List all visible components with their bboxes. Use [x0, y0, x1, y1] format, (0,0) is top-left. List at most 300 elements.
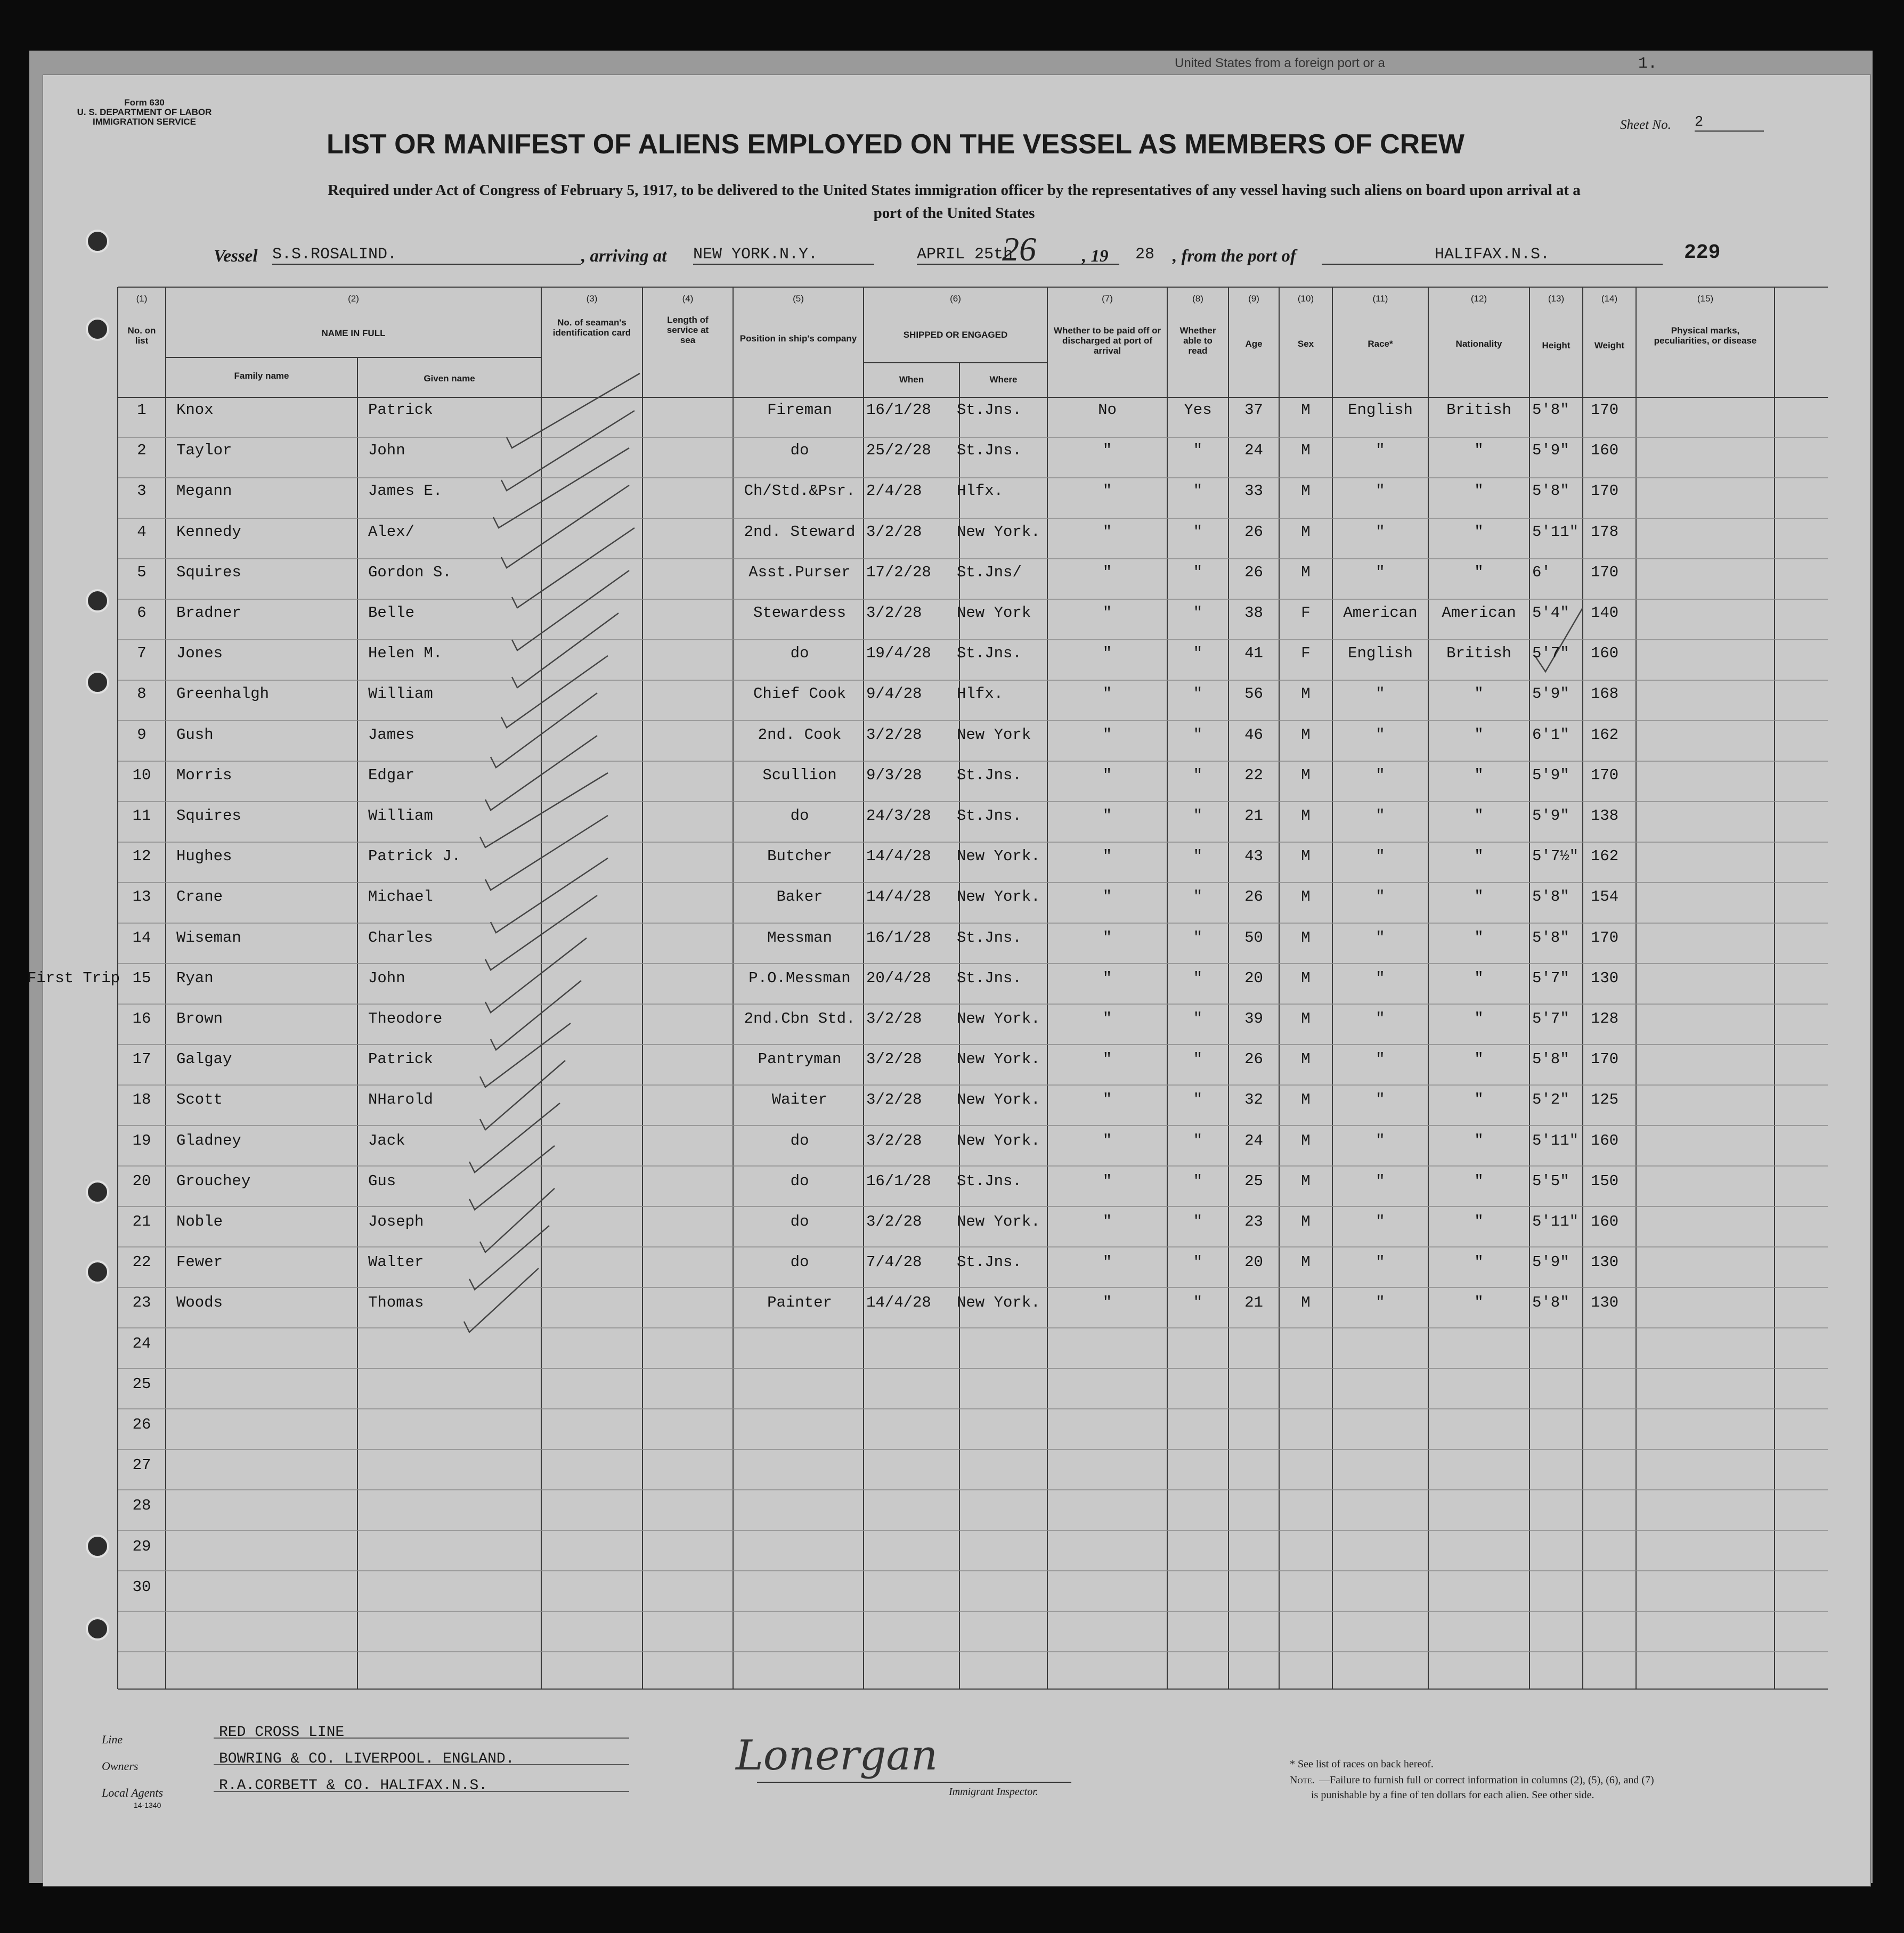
cell-nat: British [1446, 645, 1511, 663]
cell-when: 14/4/28 [866, 1294, 931, 1312]
cell-race: " [1376, 685, 1385, 703]
cell-paid: No [1098, 401, 1117, 419]
cell-where: New York. [957, 1131, 1040, 1149]
cell-weight: 130 [1591, 1294, 1619, 1312]
cell-read: " [1193, 1010, 1203, 1027]
cell-when: 25/2/28 [866, 442, 931, 460]
cell-weight: 160 [1591, 442, 1619, 460]
col-header-name: NAME IN FULL [321, 328, 386, 338]
cell-weight: 178 [1591, 523, 1619, 541]
cell-given: Gus [368, 1172, 396, 1190]
cell-where: St.Jns/ [957, 563, 1022, 581]
col-header-weight: Weight [1594, 340, 1625, 350]
col-header-where: Where [989, 374, 1018, 385]
cell-given: NHarold [368, 1091, 433, 1109]
cell-family: Megann [176, 482, 232, 500]
cell-given: John [368, 442, 405, 460]
cell-family: Scott [176, 1091, 223, 1109]
cell-age: 26 [1244, 523, 1263, 541]
cell-family: Squires [176, 807, 241, 825]
cell-sex: M [1301, 563, 1311, 581]
cell-family: Brown [176, 1010, 223, 1027]
cell-sex: M [1301, 766, 1311, 784]
cell-given: Patrick J. [368, 847, 461, 866]
cell-race: " [1376, 1050, 1385, 1069]
cell-given: Charles [368, 928, 433, 947]
col-header-nationality: Nationality [1455, 339, 1502, 349]
cell-when: 9/4/28 [866, 685, 922, 703]
cell-nat: " [1474, 969, 1484, 987]
cell-nat: " [1474, 725, 1484, 744]
cell-given: Belle [368, 604, 415, 622]
back-sheet-number: 1. [1638, 55, 1658, 73]
cell-when: 17/2/28 [866, 563, 931, 581]
cell-family: Noble [176, 1213, 223, 1230]
cell-race: " [1376, 888, 1385, 906]
cell-height: 5'11" [1532, 1213, 1579, 1230]
cell-race: " [1376, 1253, 1385, 1271]
cell-race: " [1376, 847, 1385, 866]
cell-height: 5'9" [1532, 442, 1569, 460]
cell-nat: " [1474, 1294, 1484, 1312]
cell-where: St.Jns. [957, 766, 1022, 784]
cell-read: " [1193, 1131, 1203, 1149]
cell-weight: 160 [1591, 1213, 1619, 1230]
cell-given: Patrick [368, 401, 433, 419]
cell-paid: " [1102, 1253, 1112, 1271]
cell-height: 6' [1532, 563, 1551, 581]
cell-sex: M [1301, 847, 1311, 866]
cell-when: 2/4/28 [866, 482, 922, 500]
cell-nat: British [1446, 401, 1511, 419]
cell-read: " [1193, 1213, 1203, 1230]
cell-read: " [1193, 523, 1203, 541]
cell-given: William [368, 685, 433, 703]
cell-when: 9/3/28 [866, 766, 922, 784]
cell-sex: M [1301, 888, 1311, 906]
cell-when: 3/2/28 [866, 523, 922, 541]
cell-nat: " [1474, 1253, 1484, 1271]
cell-height: 5'9" [1532, 685, 1569, 703]
cell-when: 3/2/28 [866, 725, 922, 744]
cell-race: " [1376, 1294, 1385, 1312]
cell-read: " [1193, 685, 1203, 703]
cell-height: 5'7½" [1532, 847, 1579, 866]
cell-read: " [1193, 563, 1203, 581]
row-number: 2 [137, 442, 147, 460]
arrival-date-handwritten: 26 [1002, 230, 1036, 268]
cell-height: 5'7" [1532, 1010, 1569, 1027]
cell-given: Alex/ [368, 523, 415, 541]
cell-when: 20/4/28 [866, 969, 931, 987]
row-number: 15 [132, 969, 151, 987]
col-header-family: Family name [234, 371, 289, 381]
sheet-number: 2 [1695, 115, 1764, 132]
cell-position: Ch/Std.&Psr. [744, 482, 856, 500]
cell-race: " [1376, 1172, 1385, 1190]
cell-given: William [368, 807, 433, 825]
cell-when: 16/1/28 [866, 1172, 931, 1190]
cell-weight: 160 [1591, 645, 1619, 663]
cell-read: Yes [1184, 401, 1212, 419]
cell-sex: M [1301, 1172, 1311, 1190]
cell-height: 5'9" [1532, 1253, 1569, 1271]
cell-race: " [1376, 1213, 1385, 1230]
cell-when: 3/2/28 [866, 1131, 922, 1149]
cell-position: Stewardess [753, 604, 847, 622]
cell-family: Taylor [176, 442, 232, 460]
col-num-7: (7) [1102, 293, 1113, 304]
col-header-id-card: No. of seaman's identification card [552, 317, 631, 338]
cell-height: 6'1" [1532, 725, 1569, 744]
cell-when: 3/2/28 [866, 1213, 922, 1230]
cell-age: 26 [1244, 888, 1263, 906]
arriving-label: , arriving at [581, 247, 667, 266]
cell-age: 22 [1244, 766, 1263, 784]
cell-position: Chief Cook [753, 685, 847, 703]
cell-age: 21 [1244, 1294, 1263, 1312]
cell-given: James E. [368, 482, 443, 500]
col-header-age: Age [1245, 339, 1263, 349]
race-note: * See list of races on back hereof. [1290, 1758, 1434, 1770]
cell-read: " [1193, 482, 1203, 500]
cell-age: 43 [1244, 847, 1263, 866]
cell-where: New York. [957, 1213, 1040, 1230]
col-num-15: (15) [1697, 293, 1714, 304]
cell-nat: " [1474, 928, 1484, 947]
cell-family: Morris [176, 766, 232, 784]
cell-sex: M [1301, 685, 1311, 703]
cell-sex: M [1301, 1091, 1311, 1109]
cell-weight: 138 [1591, 807, 1619, 825]
cell-age: 23 [1244, 1213, 1263, 1230]
row-number: 22 [132, 1253, 151, 1271]
col-header-paid-off: Whether to be paid off or discharged at port of arrival [1053, 325, 1161, 356]
cell-where: New York. [957, 847, 1040, 866]
row-number: 24 [132, 1334, 151, 1352]
col-header-physical: Physical marks, peculiarities, or disease [1654, 325, 1757, 346]
cell-family: Hughes [176, 847, 232, 866]
cell-sex: M [1301, 969, 1311, 987]
row-number: 5 [137, 563, 147, 581]
row-number: 27 [132, 1456, 151, 1474]
cell-family: Squires [176, 563, 241, 581]
cell-paid: " [1102, 563, 1112, 581]
cell-position: do [790, 1253, 809, 1271]
cell-age: 24 [1244, 442, 1263, 460]
cell-given: Thomas [368, 1294, 424, 1312]
row-number: 11 [132, 807, 151, 825]
cell-race: English [1348, 645, 1413, 663]
cell-read: " [1193, 847, 1203, 866]
cell-nat: " [1474, 807, 1484, 825]
cell-sex: M [1301, 1253, 1311, 1271]
cell-position: Painter [767, 1294, 832, 1312]
cell-given: Helen M. [368, 645, 443, 663]
cell-when: 14/4/28 [866, 847, 931, 866]
cell-nat: " [1474, 1050, 1484, 1069]
cell-where: New York. [957, 523, 1040, 541]
cell-paid: " [1102, 928, 1112, 947]
form-department: U. S. DEPARTMENT OF LABOR [77, 107, 212, 117]
cell-position: 2nd. Steward [744, 523, 856, 541]
cell-height: 5'5" [1532, 1172, 1569, 1190]
cell-family: Greenhalgh [176, 685, 270, 703]
cell-sex: M [1301, 482, 1311, 500]
col-num-14: (14) [1601, 293, 1618, 304]
cell-weight: 160 [1591, 1131, 1619, 1149]
cell-race: " [1376, 969, 1385, 987]
cell-height: 5'11" [1532, 523, 1579, 541]
cell-race: " [1376, 1091, 1385, 1109]
cell-height: 5'7" [1532, 969, 1569, 987]
cell-read: " [1193, 725, 1203, 744]
cell-height: 5'9" [1532, 766, 1569, 784]
col-num-2: (2) [348, 293, 359, 304]
cell-paid: " [1102, 807, 1112, 825]
row-number: 29 [132, 1537, 151, 1555]
row-annotation: First Trip [27, 969, 120, 987]
cell-age: 50 [1244, 928, 1263, 947]
manifest-sheet [27, 75, 1871, 1887]
cell-read: " [1193, 604, 1203, 622]
cell-race: English [1348, 401, 1413, 419]
col-header-read: Whether able to read [1179, 325, 1216, 356]
from-port-label: , from the port of [1173, 247, 1296, 266]
cell-read: " [1193, 1294, 1203, 1312]
footer-line-label: Line [102, 1733, 123, 1746]
cell-height: 5'8" [1532, 401, 1569, 419]
cell-read: " [1193, 766, 1203, 784]
cell-position: do [790, 645, 809, 663]
footer-form-code: 14-1340 [134, 1801, 161, 1809]
cell-where: Hlfx. [957, 685, 1004, 703]
col-num-6: (6) [950, 293, 961, 304]
cell-age: 38 [1244, 604, 1263, 622]
row-number: 8 [137, 685, 147, 703]
col-num-1: (1) [136, 293, 148, 304]
cell-where: New York. [957, 1294, 1040, 1312]
col-header-position: Position in ship's company [739, 333, 857, 344]
cell-paid: " [1102, 888, 1112, 906]
col-header-when: When [899, 374, 924, 385]
footer-note-line2: is punishable by a fine of ten dollars for each alien. See other side. [1311, 1789, 1594, 1801]
cell-sex: M [1301, 1050, 1311, 1069]
cell-weight: 130 [1591, 1253, 1619, 1271]
cell-race: " [1376, 766, 1385, 784]
arrival-date: APRIL 25th [917, 246, 1119, 265]
cell-family: Crane [176, 888, 223, 906]
cell-nat: American [1442, 604, 1516, 622]
cell-sex: F [1301, 645, 1311, 663]
vessel-name: S.S.ROSALIND. [272, 246, 581, 265]
cell-paid: " [1102, 1294, 1112, 1312]
cell-family: Bradner [176, 604, 241, 622]
cell-read: " [1193, 807, 1203, 825]
cell-weight: 168 [1591, 685, 1619, 703]
col-header-given: Given name [424, 373, 475, 384]
cell-nat: " [1474, 847, 1484, 866]
cell-family: Knox [176, 401, 214, 419]
cell-race: " [1376, 442, 1385, 460]
cell-when: 19/4/28 [866, 645, 931, 663]
col-num-13: (13) [1548, 293, 1565, 304]
cell-sex: M [1301, 1131, 1311, 1149]
col-header-height: Height [1542, 340, 1571, 350]
cell-weight: 170 [1591, 401, 1619, 419]
col-num-8: (8) [1192, 293, 1203, 304]
row-number: 13 [132, 888, 151, 906]
cell-age: 37 [1244, 401, 1263, 419]
cell-given: Joseph [368, 1213, 424, 1230]
cell-where: New York. [957, 1010, 1040, 1027]
cell-paid: " [1102, 1050, 1112, 1069]
cell-weight: 162 [1591, 847, 1619, 866]
cell-age: 25 [1244, 1172, 1263, 1190]
cell-read: " [1193, 928, 1203, 947]
cell-where: St.Jns. [957, 1172, 1022, 1190]
cell-paid: " [1102, 1091, 1112, 1109]
cell-weight: 128 [1591, 1010, 1619, 1027]
cell-age: 26 [1244, 1050, 1263, 1069]
cell-where: St.Jns. [957, 969, 1022, 987]
row-number: 3 [137, 482, 147, 500]
cell-race: " [1376, 482, 1385, 500]
cell-sex: M [1301, 807, 1311, 825]
arrival-port: NEW YORK.N.Y. [693, 246, 874, 265]
cell-age: 39 [1244, 1010, 1263, 1027]
cell-position: 2nd. Cook [758, 725, 842, 744]
footer-line-value: RED CROSS LINE [219, 1724, 345, 1741]
cell-family: Woods [176, 1294, 223, 1312]
cell-race: " [1376, 523, 1385, 541]
cell-age: 32 [1244, 1091, 1263, 1109]
cell-position: Butcher [767, 847, 832, 866]
cell-age: 24 [1244, 1131, 1263, 1149]
cell-read: " [1193, 442, 1203, 460]
cell-given: Walter [368, 1253, 424, 1271]
cell-weight: 170 [1591, 766, 1619, 784]
cell-position: 2nd.Cbn Std. [744, 1010, 856, 1027]
footer-owners-value: BOWRING & CO. LIVERPOOL. ENGLAND. [219, 1751, 515, 1767]
form-service: IMMIGRATION SERVICE [93, 117, 196, 127]
col-num-3: (3) [586, 293, 598, 304]
col-num-12: (12) [1470, 293, 1487, 304]
page-subtitle-line2: port of the United States [873, 205, 1035, 222]
cell-sex: M [1301, 928, 1311, 947]
cell-family: Galgay [176, 1050, 232, 1069]
cell-when: 3/2/28 [866, 1050, 922, 1069]
cell-age: 33 [1244, 482, 1263, 500]
cell-given: Gordon S. [368, 563, 452, 581]
cell-nat: " [1474, 888, 1484, 906]
col-num-10: (10) [1297, 293, 1314, 304]
cell-paid: " [1102, 1010, 1112, 1027]
cell-paid: " [1102, 442, 1112, 460]
cell-family: Jones [176, 645, 223, 663]
cell-height: 5'7" [1532, 645, 1569, 663]
cell-paid: " [1102, 645, 1112, 663]
cell-paid: " [1102, 1213, 1112, 1230]
cell-read: " [1193, 1091, 1203, 1109]
cell-where: New York. [957, 1050, 1040, 1069]
cell-nat: " [1474, 1010, 1484, 1027]
cell-nat: " [1474, 482, 1484, 500]
cell-where: New York. [957, 888, 1040, 906]
cell-where: Hlfx. [957, 482, 1004, 500]
col-header-no: No. on list [127, 325, 156, 346]
row-number: 9 [137, 725, 147, 744]
cell-when: 16/1/28 [866, 401, 931, 419]
back-sheet-text: United States from a foreign port or a [1175, 56, 1385, 70]
col-header-shipped: SHIPPED OR ENGAGED [903, 330, 1008, 340]
cell-paid: " [1102, 1131, 1112, 1149]
cell-given: James [368, 725, 415, 744]
cell-read: " [1193, 1172, 1203, 1190]
cell-family: Grouchey [176, 1172, 251, 1190]
cell-nat: " [1474, 766, 1484, 784]
manifest-number: 229 [1684, 241, 1721, 264]
cell-where: New York. [957, 1091, 1040, 1109]
cell-weight: 170 [1591, 928, 1619, 947]
cell-paid: " [1102, 766, 1112, 784]
cell-height: 5'4" [1532, 604, 1569, 622]
cell-height: 5'2" [1532, 1091, 1569, 1109]
cell-family: Kennedy [176, 523, 241, 541]
cell-paid: " [1102, 1172, 1112, 1190]
year-value: 28 [1135, 246, 1155, 264]
cell-position: do [790, 807, 809, 825]
cell-height: 5'8" [1532, 928, 1569, 947]
footer-note-label: Note. [1290, 1774, 1315, 1786]
cell-age: 41 [1244, 645, 1263, 663]
cell-when: 3/2/28 [866, 1010, 922, 1027]
row-number: 1 [137, 401, 147, 419]
cell-position: do [790, 1213, 809, 1230]
cell-height: 5'11" [1532, 1131, 1579, 1149]
row-number: 23 [132, 1294, 151, 1312]
row-number: 20 [132, 1172, 151, 1190]
cell-position: Fireman [767, 401, 832, 419]
cell-paid: " [1102, 685, 1112, 703]
cell-race: " [1376, 1010, 1385, 1027]
cell-nat: " [1474, 442, 1484, 460]
footer-agents-label: Local Agents [102, 1786, 164, 1799]
cell-given: Patrick [368, 1050, 433, 1069]
cell-given: Jack [368, 1131, 405, 1149]
cell-sex: M [1301, 401, 1311, 419]
cell-race: " [1376, 563, 1385, 581]
row-number: 30 [132, 1578, 151, 1596]
row-number: 14 [132, 928, 151, 947]
cell-sex: M [1301, 725, 1311, 744]
col-num-11: (11) [1372, 293, 1388, 304]
cell-sex: M [1301, 523, 1311, 541]
sheet-number-label: Sheet No. [1620, 118, 1671, 132]
cell-given: Michael [368, 888, 433, 906]
page-subtitle-line1: Required under Act of Congress of February 5, 1917, to be delivered to the United States immigration officer by the representatives of any vessel having such aliens on board upon arrival at a [328, 182, 1581, 199]
cell-position: do [790, 1172, 809, 1190]
cell-weight: 162 [1591, 725, 1619, 744]
cell-position: Waiter [771, 1091, 828, 1109]
row-number: 4 [137, 523, 147, 541]
cell-age: 56 [1244, 685, 1263, 703]
cell-when: 24/3/28 [866, 807, 931, 825]
cell-paid: " [1102, 725, 1112, 744]
cell-nat: " [1474, 523, 1484, 541]
row-number: 17 [132, 1050, 151, 1069]
cell-where: St.Jns. [957, 645, 1022, 663]
